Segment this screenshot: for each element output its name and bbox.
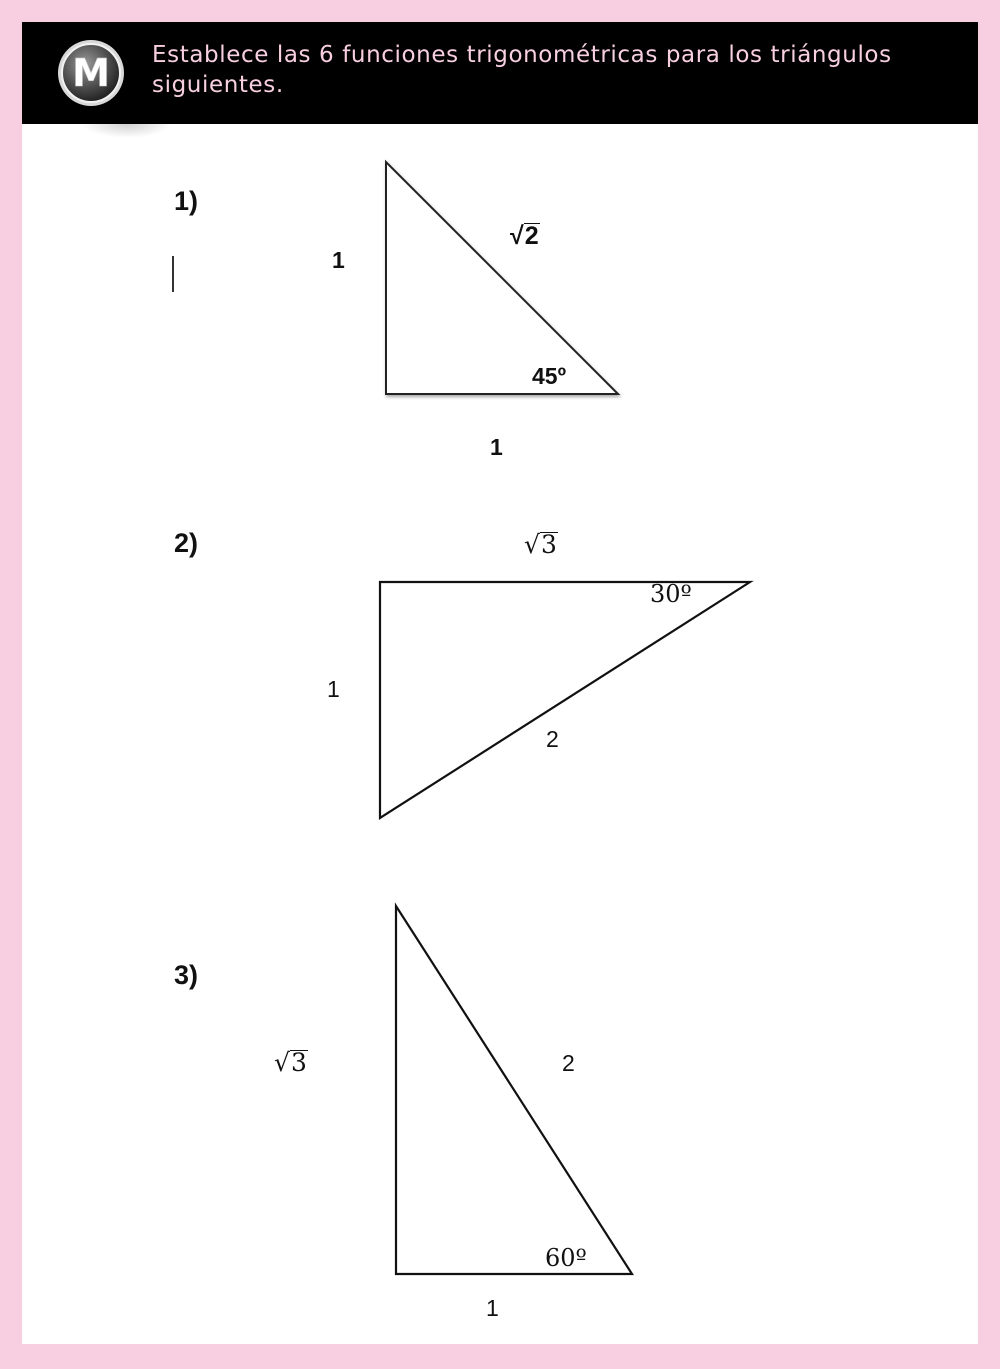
problem-2-number: 2) bbox=[174, 528, 199, 558]
problem-1-number: 1) bbox=[174, 186, 199, 216]
triangle-3-vertical-label: √3 bbox=[274, 1048, 307, 1077]
triangle-3-hypotenuse-label: 2 bbox=[562, 1050, 575, 1076]
triangle-2-vertical-label: 1 bbox=[327, 676, 340, 702]
triangle-3-angle-label: 60º bbox=[545, 1244, 587, 1272]
triangle-1-horizontal-label: 1 bbox=[490, 434, 503, 460]
triangle-1-hypotenuse-label: √2 bbox=[510, 222, 539, 250]
triangle-3 bbox=[22, 22, 978, 1344]
triangle-1-angle-label: 45º bbox=[532, 363, 566, 389]
triangle-2-horizontal-label: √3 bbox=[524, 530, 557, 559]
problem-3-number: 3) bbox=[174, 960, 199, 990]
svg-text:M: M bbox=[72, 51, 110, 95]
triangle-1-vertical-label: 1 bbox=[332, 247, 345, 273]
triangle-2-hypotenuse-label: 2 bbox=[546, 726, 559, 752]
triangle-3-horizontal-label: 1 bbox=[486, 1295, 499, 1321]
worksheet-page bbox=[22, 22, 978, 1344]
triangle-2-angle-label: 30º bbox=[650, 580, 692, 608]
instruction-text: Establece las 6 funciones trigonométricas para los triángulos siguientes. bbox=[152, 42, 892, 98]
